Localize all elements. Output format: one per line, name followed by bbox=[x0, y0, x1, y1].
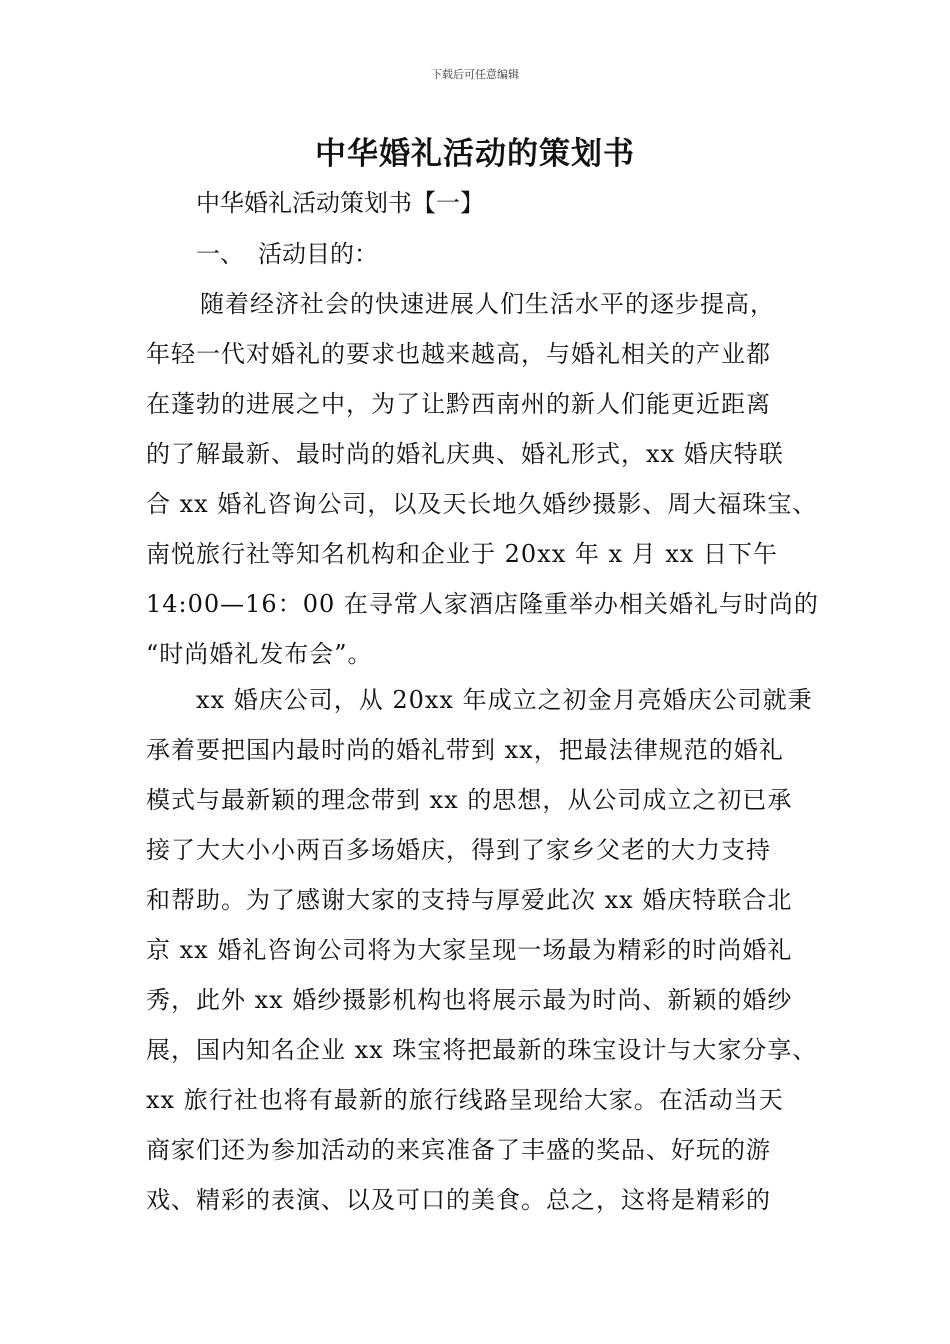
paragraph-line: 在蓬勃的进展之中，为了让黔西南州的新人们能更近距离 bbox=[146, 390, 771, 418]
section-heading-text: 活动目的： bbox=[258, 240, 378, 268]
paragraph-line: 合 xx 婚礼咨询公司，以及天长地久婚纱摄影、周大福珠宝、 bbox=[146, 490, 818, 518]
paragraph-line-text: 随着经济社会的快速进展人们生活水平的逐步提高， bbox=[200, 290, 775, 318]
paragraph-line bbox=[146, 279, 826, 329]
document-title: 中华婚礼活动的策划书 bbox=[315, 136, 635, 172]
paragraph-line bbox=[146, 675, 826, 725]
paragraph-line: “时尚婚礼发布会”。 bbox=[146, 640, 373, 668]
paragraph-line: 展，国内知名企业 xx 珠宝将把最新的珠宝设计与大家分享、 bbox=[146, 1036, 818, 1064]
paragraph-line: 年轻一代对婚礼的要求也越来越高，与婚礼相关的产业都 bbox=[146, 340, 771, 368]
paragraph-purpose bbox=[146, 279, 826, 679]
header-note: 下载后可任意编辑 bbox=[431, 68, 519, 81]
paragraph-line: 承着要把国内最时尚的婚礼带到 xx，把最法律规范的婚礼 bbox=[146, 736, 784, 764]
paragraph-line: 和帮助。为了感谢大家的支持与厚爱此次 xx 婚庆特联合北 bbox=[146, 886, 793, 914]
section-number: 一、 bbox=[196, 240, 244, 268]
paragraph-line: 商家们还为参加活动的来宾准备了丰盛的奖品、好玩的游 bbox=[146, 1136, 771, 1164]
paragraph-line: 京 xx 婚礼咨询公司将为大家呈现一场最为精彩的时尚婚礼 bbox=[146, 936, 793, 964]
paragraph-line: xx 旅行社也将有最新的旅行线路呈现给大家。在活动当天 bbox=[146, 1086, 784, 1114]
paragraph-line: 14:00—16：00 在寻常人家酒店隆重举办相关婚礼与时尚的 bbox=[146, 590, 819, 618]
paragraph-line: 模式与最新颖的理念带到 xx 的思想，从公司成立之初已承 bbox=[146, 786, 793, 814]
paragraph-line: 南悦旅行社等知名机构和企业于 20xx 年 x 月 xx 日下午 bbox=[146, 540, 778, 568]
paragraph-line: 戏、精彩的表演、以及可口的美食。总之，这将是精彩的 bbox=[146, 1186, 771, 1214]
paragraph-line: 秀，此外 xx 婚纱摄影机构也将展示最为时尚、新颖的婚纱 bbox=[146, 986, 793, 1014]
paragraph-company bbox=[146, 675, 826, 1225]
document-subtitle: 中华婚礼活动策划书【一】 bbox=[196, 189, 484, 217]
paragraph-line-text: xx 婚庆公司，从 20xx 年成立之初金月亮婚庆公司就秉 bbox=[196, 686, 813, 714]
section-heading bbox=[196, 234, 378, 269]
paragraph-line: 的了解最新、最时尚的婚礼庆典、婚礼形式，xx 婚庆特联 bbox=[146, 440, 784, 468]
paragraph-line: 接了大大小小两百多场婚庆，得到了家乡父老的大力支持 bbox=[146, 836, 771, 864]
